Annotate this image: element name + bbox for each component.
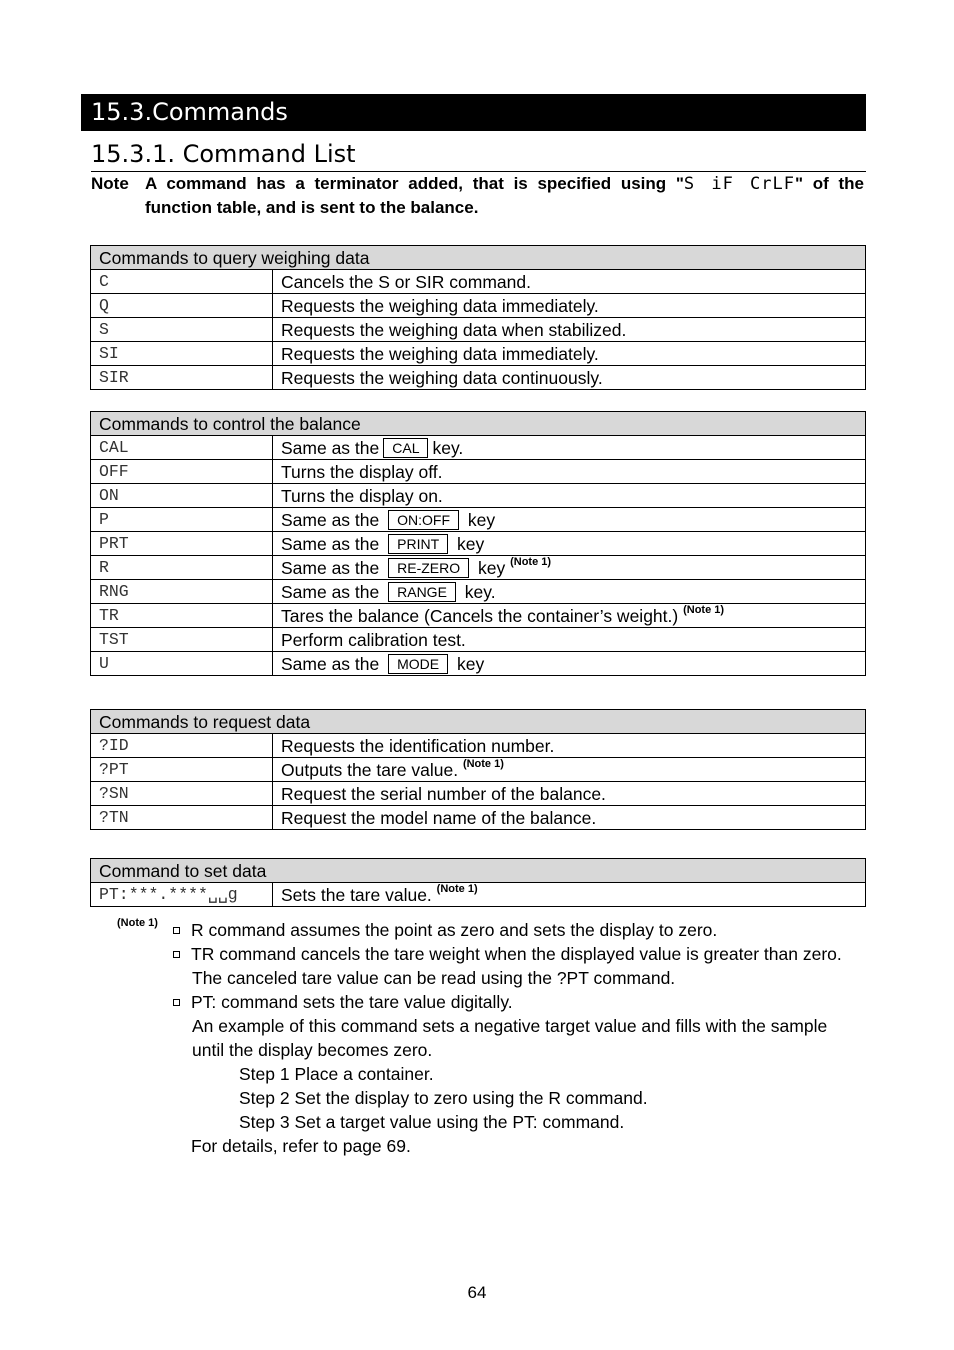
table-row — [91, 436, 866, 460]
table-row — [91, 806, 866, 830]
print-key: PRINT — [388, 534, 448, 554]
command-desc: Requests the weighing data when stabilized. — [273, 318, 866, 342]
command-code: C — [91, 270, 273, 294]
key-text: key. — [464, 581, 496, 602]
table-header: Commands to control the balance — [91, 412, 866, 436]
same-as-text: Same as the — [281, 581, 380, 602]
bullet-icon — [173, 927, 180, 934]
terminator-code: S iF CrLF — [683, 174, 795, 194]
command-desc: Turns the display off. — [273, 460, 866, 484]
command-code: Q — [91, 294, 273, 318]
table-row — [91, 580, 866, 604]
command-code: PT:***.****␣␣g — [91, 883, 273, 907]
set-commands-table — [90, 858, 866, 907]
table-header: Command to set data — [91, 859, 866, 883]
table-row — [91, 556, 866, 580]
table-row — [91, 318, 866, 342]
footnote-line: For details, refer to page 69. — [191, 1136, 411, 1156]
footnote-line: until the display becomes zero. — [192, 1040, 433, 1060]
command-code: ON — [91, 484, 273, 508]
command-desc: Sets the tare value. — [281, 884, 432, 905]
rezero-key: RE-ZERO — [388, 558, 469, 578]
command-desc: Outputs the tare value. — [281, 759, 459, 780]
same-as-text: Same as the — [281, 437, 380, 458]
note-label: Note — [91, 174, 129, 193]
key-text: key — [467, 509, 496, 530]
page-number: 64 — [467, 1283, 487, 1302]
command-desc: Requests the weighing data immediately. — [273, 294, 866, 318]
command-code: U — [91, 652, 273, 676]
range-key: RANGE — [388, 582, 456, 602]
command-code: TST — [91, 628, 273, 652]
command-desc: Request the serial number of the balance. — [273, 782, 866, 806]
table-row — [91, 782, 866, 806]
query-commands-table — [90, 245, 866, 390]
command-code: R — [91, 556, 273, 580]
same-as-text: Same as the — [281, 653, 380, 674]
footnote-line: The canceled tare value can be read using the ?PT command. — [192, 968, 676, 988]
footnote-line: TR command cancels the tare weight when the displayed value is greater than zero. — [191, 944, 842, 964]
command-code: OFF — [91, 460, 273, 484]
note-text-before: A command has a terminator added, that is specified using " — [145, 174, 684, 193]
command-code: CAL — [91, 436, 273, 460]
onoff-key: ON:OFF — [388, 510, 459, 530]
key-text: key — [457, 653, 485, 674]
same-as-text: Same as the — [281, 533, 380, 554]
footnote-line: PT: command sets the tare value digitally. — [191, 992, 513, 1012]
command-code: P — [91, 508, 273, 532]
table-row — [91, 734, 866, 758]
table-row — [91, 628, 866, 652]
table-row — [91, 758, 866, 782]
table-header: Commands to query weighing data — [91, 246, 866, 270]
step-line: Step 3 Set a target value using the PT: command. — [239, 1112, 625, 1132]
cal-key: CAL — [383, 438, 428, 458]
table-row — [91, 460, 866, 484]
table-row — [91, 883, 866, 907]
table-row — [91, 484, 866, 508]
request-commands-table — [90, 709, 866, 830]
control-commands-table — [90, 411, 866, 676]
mode-key: MODE — [388, 654, 448, 674]
table-header: Commands to request data — [91, 710, 866, 734]
table-row — [91, 532, 866, 556]
table-row — [91, 294, 866, 318]
command-code: ?TN — [91, 806, 273, 830]
section-title: 15.3.Commands — [81, 94, 866, 131]
footnote-line: R command assumes the point as zero and sets the display to zero. — [191, 920, 718, 940]
table-row — [91, 342, 866, 366]
step-line: Step 1 Place a container. — [239, 1064, 434, 1084]
same-as-text: Same as the — [281, 509, 380, 530]
command-code: SIR — [91, 366, 273, 390]
command-desc: Requests the weighing data immediately. — [273, 342, 866, 366]
command-desc: Perform calibration test. — [273, 628, 866, 652]
same-as-text: Same as the — [281, 557, 380, 578]
note-text-after: " of the function table, and is sent to the balance. — [145, 174, 864, 217]
footnote-tag: (Note 1) — [117, 917, 158, 929]
key-text: key — [457, 533, 485, 554]
command-code: ?SN — [91, 782, 273, 806]
key-text: key — [478, 557, 506, 578]
bullet-icon — [173, 951, 180, 958]
command-desc: Requests the weighing data continuously. — [273, 366, 866, 390]
step-line: Step 2 Set the display to zero using the R command. — [239, 1088, 648, 1108]
table-row — [91, 366, 866, 390]
table-row — [91, 652, 866, 676]
note-ref: (Note 1) — [462, 757, 504, 770]
command-code: SI — [91, 342, 273, 366]
command-desc: Tares the balance (Cancels the container’s weight.) — [281, 605, 679, 626]
command-desc: Turns the display on. — [273, 484, 866, 508]
note-ref: (Note 1) — [436, 882, 478, 895]
command-code: ?ID — [91, 734, 273, 758]
command-code: RNG — [91, 580, 273, 604]
note — [91, 172, 864, 220]
table-row — [91, 508, 866, 532]
note-ref: (Note 1) — [683, 603, 725, 616]
note-ref: (Note 1) — [510, 555, 552, 568]
key-text: key. — [432, 437, 464, 458]
command-desc: Requests the identification number. — [273, 734, 866, 758]
command-code: ?PT — [91, 758, 273, 782]
table-row — [91, 604, 866, 628]
command-code: TR — [91, 604, 273, 628]
bullet-icon — [173, 999, 180, 1006]
command-desc: Cancels the S or SIR command. — [273, 270, 866, 294]
subsection-title: 15.3.1. Command List — [91, 138, 866, 172]
footnote-line: An example of this command sets a negative target value and fills with the sample — [192, 1016, 828, 1036]
command-code: PRT — [91, 532, 273, 556]
command-desc: Request the model name of the balance. — [273, 806, 866, 830]
command-code: S — [91, 318, 273, 342]
table-row — [91, 270, 866, 294]
